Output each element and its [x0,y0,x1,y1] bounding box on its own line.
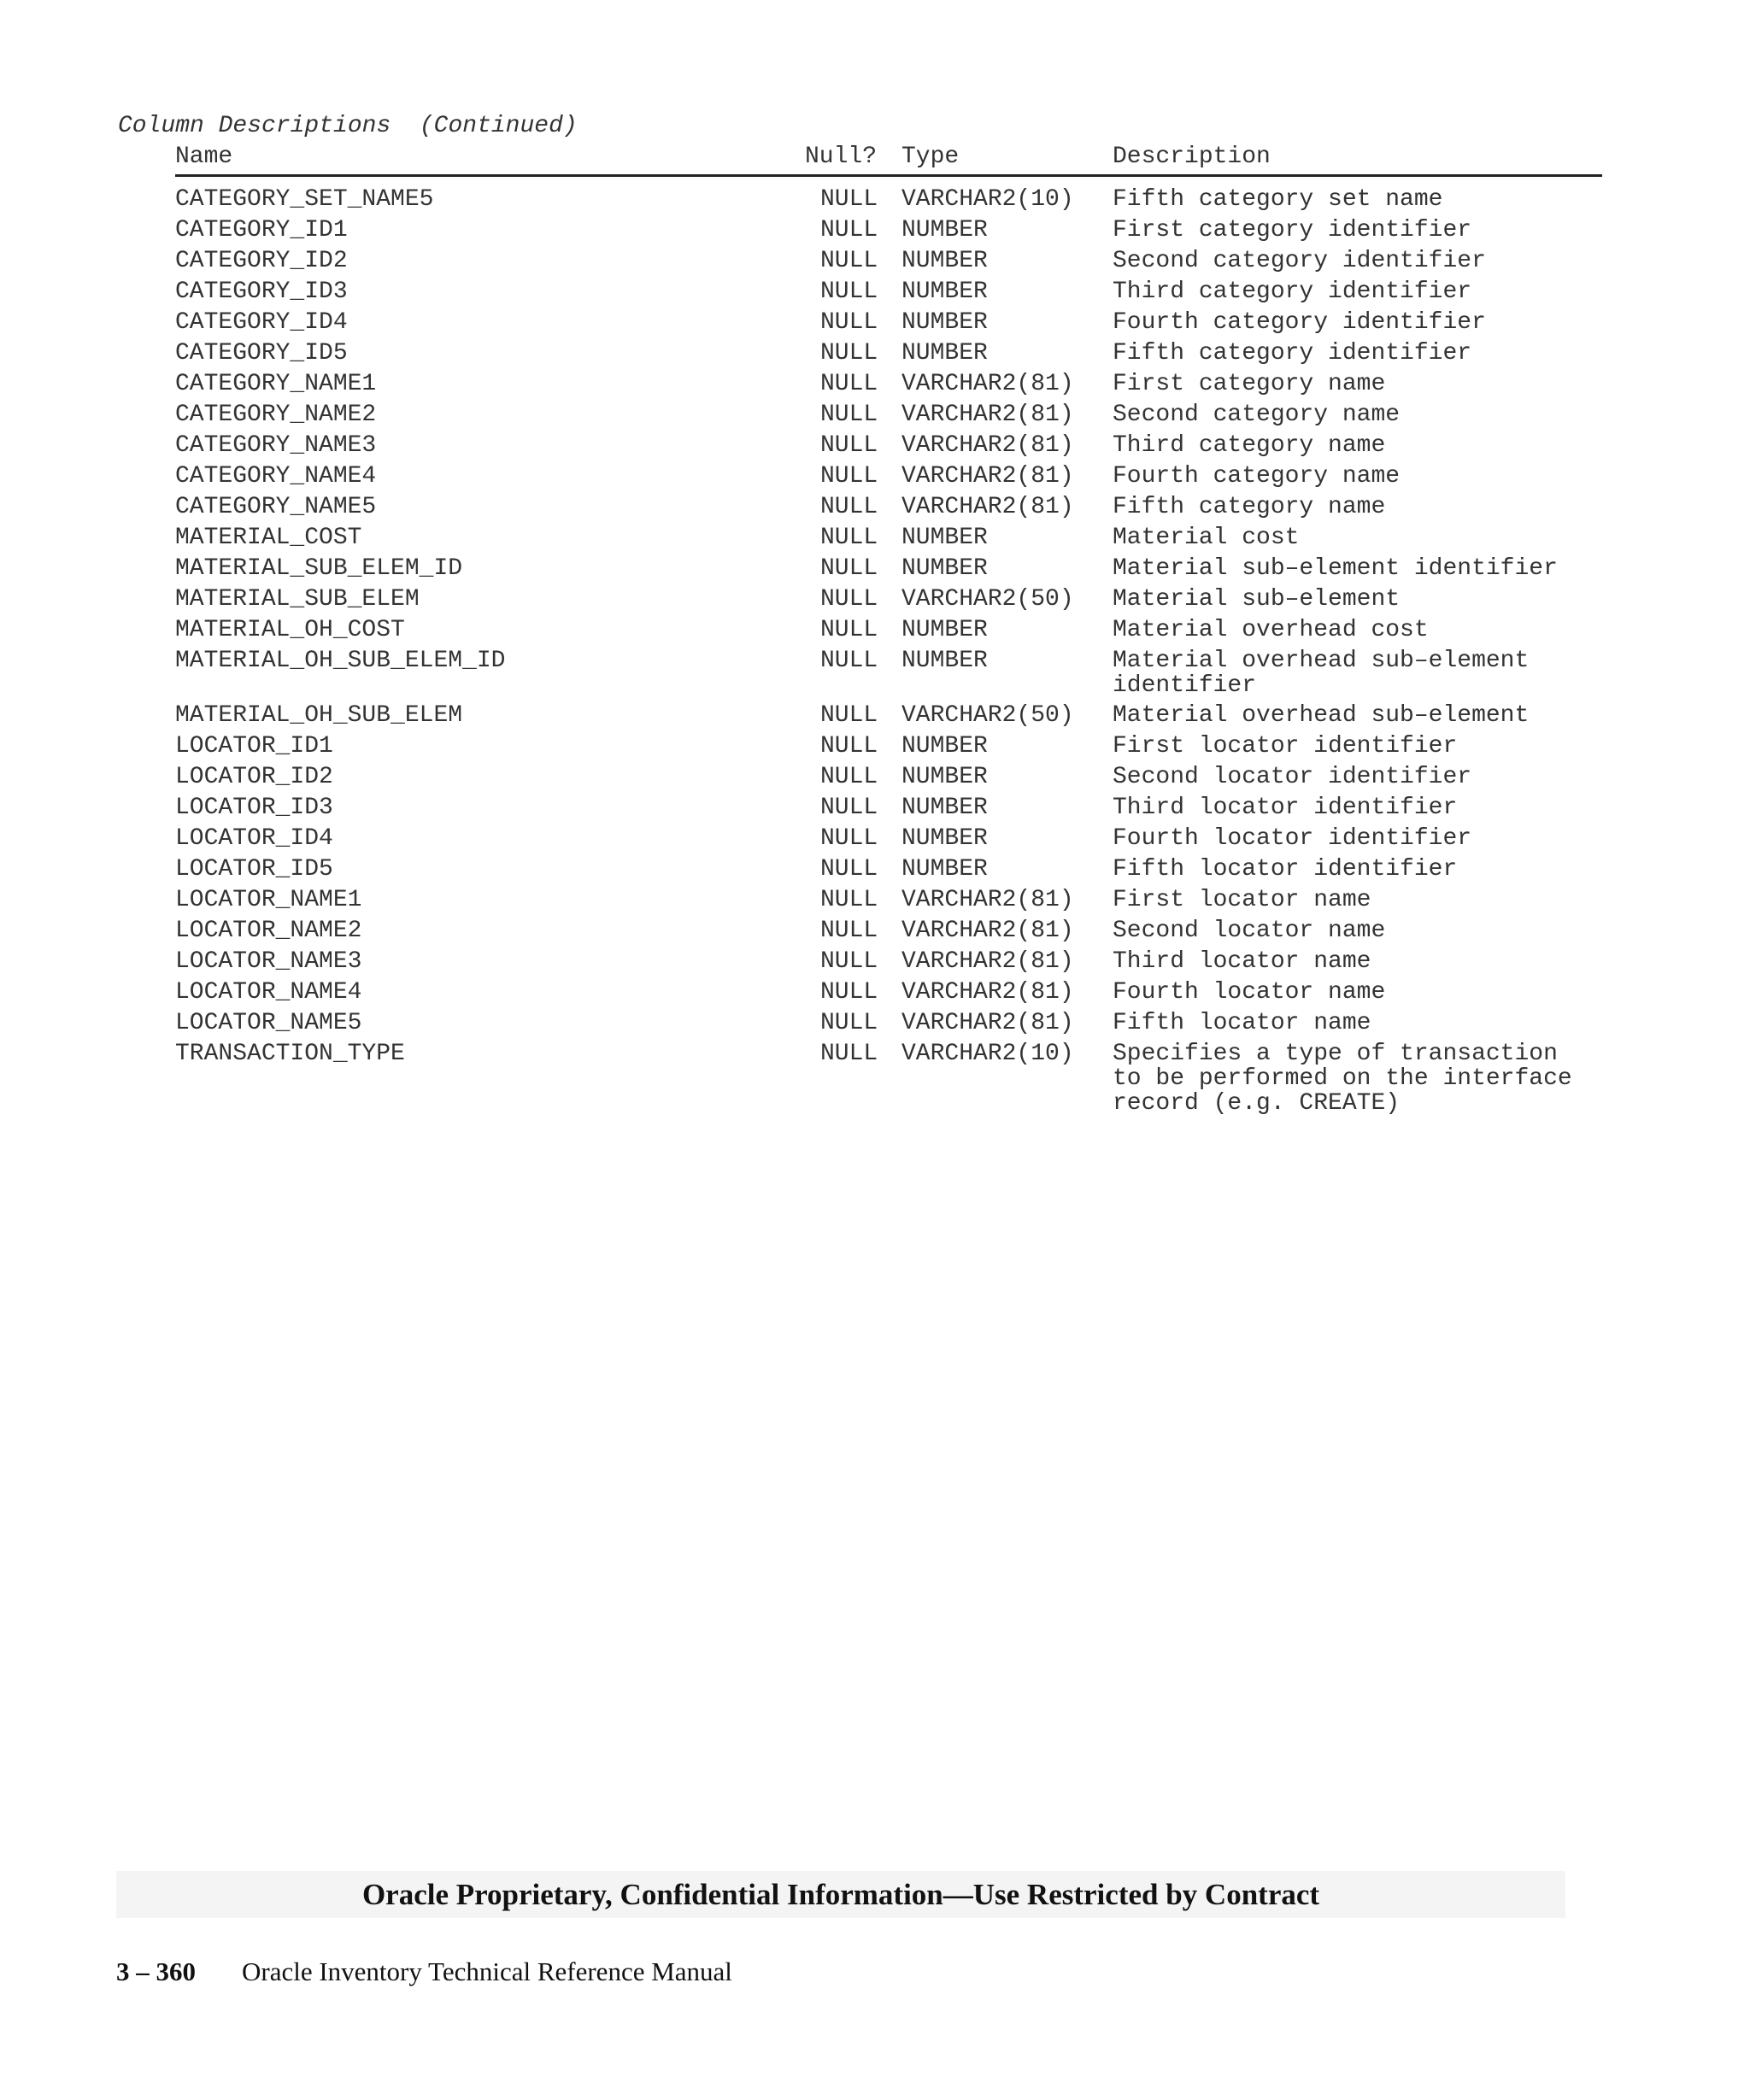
column-type: VARCHAR2(81) [901,494,1074,520]
table-row [175,341,1602,372]
column-name: LOCATOR_NAME3 [175,948,362,975]
column-type: NUMBER [901,279,988,305]
column-type: VARCHAR2(81) [901,948,1074,975]
column-type: NUMBER [901,648,988,674]
column-description: Fourth locator identifier [1113,825,1472,852]
table-header [175,144,1602,177]
table-row [175,765,1602,795]
column-description: Fifth category set name [1113,186,1443,213]
column-name: CATEGORY_NAME2 [175,402,377,428]
column-null: NULL [820,402,878,428]
column-type: NUMBER [901,825,988,852]
column-null: NULL [820,186,878,213]
column-null: NULL [820,702,878,729]
column-type: VARCHAR2(50) [901,586,1074,613]
table-row [175,1041,1602,1121]
table-row [175,587,1602,618]
column-name: MATERIAL_OH_SUB_ELEM_ID [175,648,506,674]
column-description: Fifth category identifier [1113,340,1472,367]
column-description: Material sub–element identifier [1113,555,1558,582]
column-description: Fifth locator identifier [1113,856,1458,883]
column-name: LOCATOR_ID1 [175,733,333,760]
column-null: NULL [820,1010,878,1036]
table-row [175,918,1602,949]
column-name: MATERIAL_OH_SUB_ELEM [175,702,463,729]
column-null: NULL [820,733,878,760]
column-type: NUMBER [901,795,988,821]
column-type: NUMBER [901,733,988,760]
column-description: Fifth category name [1113,494,1386,520]
table-row [175,187,1602,218]
column-null: NULL [820,555,878,582]
table-row [175,949,1602,980]
column-description: Fourth category identifier [1113,309,1486,336]
column-name: LOCATOR_ID5 [175,856,333,883]
column-type: VARCHAR2(81) [901,918,1074,944]
column-description: Material overhead cost [1113,617,1429,643]
column-type: VARCHAR2(81) [901,1010,1074,1036]
page-footer [116,1956,732,1987]
column-type: VARCHAR2(81) [901,371,1074,397]
column-null: NULL [820,1041,878,1067]
column-null: NULL [820,979,878,1006]
section-title: Column Descriptions (Continued) [118,113,578,139]
column-null: NULL [820,586,878,613]
column-name: LOCATOR_ID2 [175,764,333,790]
column-name: LOCATOR_ID4 [175,825,333,852]
column-type: VARCHAR2(81) [901,402,1074,428]
column-null: NULL [820,918,878,944]
column-type: VARCHAR2(81) [901,887,1074,913]
column-null: NULL [820,948,878,975]
table-row [175,218,1602,249]
column-null: NULL [820,825,878,852]
column-type: NUMBER [901,309,988,336]
column-name: CATEGORY_SET_NAME5 [175,186,434,213]
column-description: Material cost [1113,525,1300,551]
column-null: NULL [820,856,878,883]
column-name: MATERIAL_SUB_ELEM_ID [175,555,463,582]
column-type: NUMBER [901,617,988,643]
column-description: Second locator name [1113,918,1386,944]
column-name: TRANSACTION_TYPE [175,1041,405,1067]
header-null: Null? [805,144,878,170]
column-descriptions-table [175,144,1602,1121]
column-name: CATEGORY_ID2 [175,248,348,274]
column-null: NULL [820,463,878,490]
column-name: MATERIAL_COST [175,525,362,551]
table-row [175,857,1602,888]
column-name: CATEGORY_ID3 [175,279,348,305]
column-type: VARCHAR2(81) [901,979,1074,1006]
column-type: NUMBER [901,555,988,582]
table-row [175,433,1602,464]
column-null: NULL [820,248,878,274]
column-name: LOCATOR_NAME5 [175,1010,362,1036]
table-row [175,556,1602,587]
table-row [175,402,1602,433]
manual-title: Oracle Inventory Technical Reference Manual [242,1956,732,1986]
table-row [175,372,1602,402]
table-row [175,795,1602,826]
column-type: NUMBER [901,764,988,790]
column-type: VARCHAR2(81) [901,432,1074,459]
column-description: First category identifier [1113,217,1472,243]
column-type: NUMBER [901,525,988,551]
column-description: First locator name [1113,887,1371,913]
column-description: Second category name [1113,402,1401,428]
column-name: CATEGORY_ID5 [175,340,348,367]
table-row [175,703,1602,734]
column-type: VARCHAR2(81) [901,463,1074,490]
table-row [175,618,1602,648]
page-number: 3 – 360 [116,1956,196,1986]
column-description: Third locator name [1113,948,1371,975]
table-row [175,980,1602,1011]
table-row [175,888,1602,918]
column-null: NULL [820,494,878,520]
column-null: NULL [820,340,878,367]
column-description: Fifth locator name [1113,1010,1371,1036]
column-type: VARCHAR2(50) [901,702,1074,729]
column-description: Specifies a type of transaction to be performed on the interface record (e.g. CREATE) [1113,1041,1572,1117]
column-type: NUMBER [901,248,988,274]
column-type: VARCHAR2(10) [901,186,1074,213]
column-name: MATERIAL_OH_COST [175,617,405,643]
table-row [175,464,1602,495]
column-description: Third category name [1113,432,1386,459]
column-type: VARCHAR2(10) [901,1041,1074,1067]
table-row [175,826,1602,857]
column-description: Fourth locator name [1113,979,1386,1006]
column-null: NULL [820,795,878,821]
column-null: NULL [820,279,878,305]
column-name: CATEGORY_NAME5 [175,494,377,520]
table-body [175,177,1602,1121]
column-null: NULL [820,764,878,790]
column-description: Material overhead sub–element identifier [1113,648,1530,699]
column-name: LOCATOR_NAME4 [175,979,362,1006]
table-row [175,279,1602,310]
table-row [175,525,1602,556]
column-name: CATEGORY_ID1 [175,217,348,243]
column-name: MATERIAL_SUB_ELEM [175,586,420,613]
column-description: Fourth category name [1113,463,1401,490]
column-null: NULL [820,648,878,674]
column-null: NULL [820,525,878,551]
column-null: NULL [820,309,878,336]
column-description: Third locator identifier [1113,795,1458,821]
table-row [175,734,1602,765]
column-description: Material sub–element [1113,586,1401,613]
column-name: LOCATOR_ID3 [175,795,333,821]
table-row [175,249,1602,279]
column-null: NULL [820,432,878,459]
table-row [175,648,1602,703]
column-description: Material overhead sub–element [1113,702,1530,729]
table-row [175,1011,1602,1041]
column-type: NUMBER [901,217,988,243]
column-description: Second category identifier [1113,248,1486,274]
column-name: LOCATOR_NAME2 [175,918,362,944]
column-name: CATEGORY_ID4 [175,309,348,336]
column-type: NUMBER [901,340,988,367]
column-name: CATEGORY_NAME4 [175,463,377,490]
column-description: First locator identifier [1113,733,1458,760]
table-row [175,495,1602,525]
column-description: First category name [1113,371,1386,397]
column-description: Third category identifier [1113,279,1472,305]
column-null: NULL [820,217,878,243]
header-description: Description [1113,144,1271,170]
column-null: NULL [820,887,878,913]
column-description: Second locator identifier [1113,764,1472,790]
confidential-banner: Oracle Proprietary, Confidential Information––Use Restricted by Contract [116,1871,1565,1918]
header-name: Name [175,144,233,170]
column-name: CATEGORY_NAME1 [175,371,377,397]
table-row [175,310,1602,341]
column-null: NULL [820,617,878,643]
header-type: Type [901,144,960,170]
column-name: CATEGORY_NAME3 [175,432,377,459]
column-null: NULL [820,371,878,397]
column-name: LOCATOR_NAME1 [175,887,362,913]
column-type: NUMBER [901,856,988,883]
